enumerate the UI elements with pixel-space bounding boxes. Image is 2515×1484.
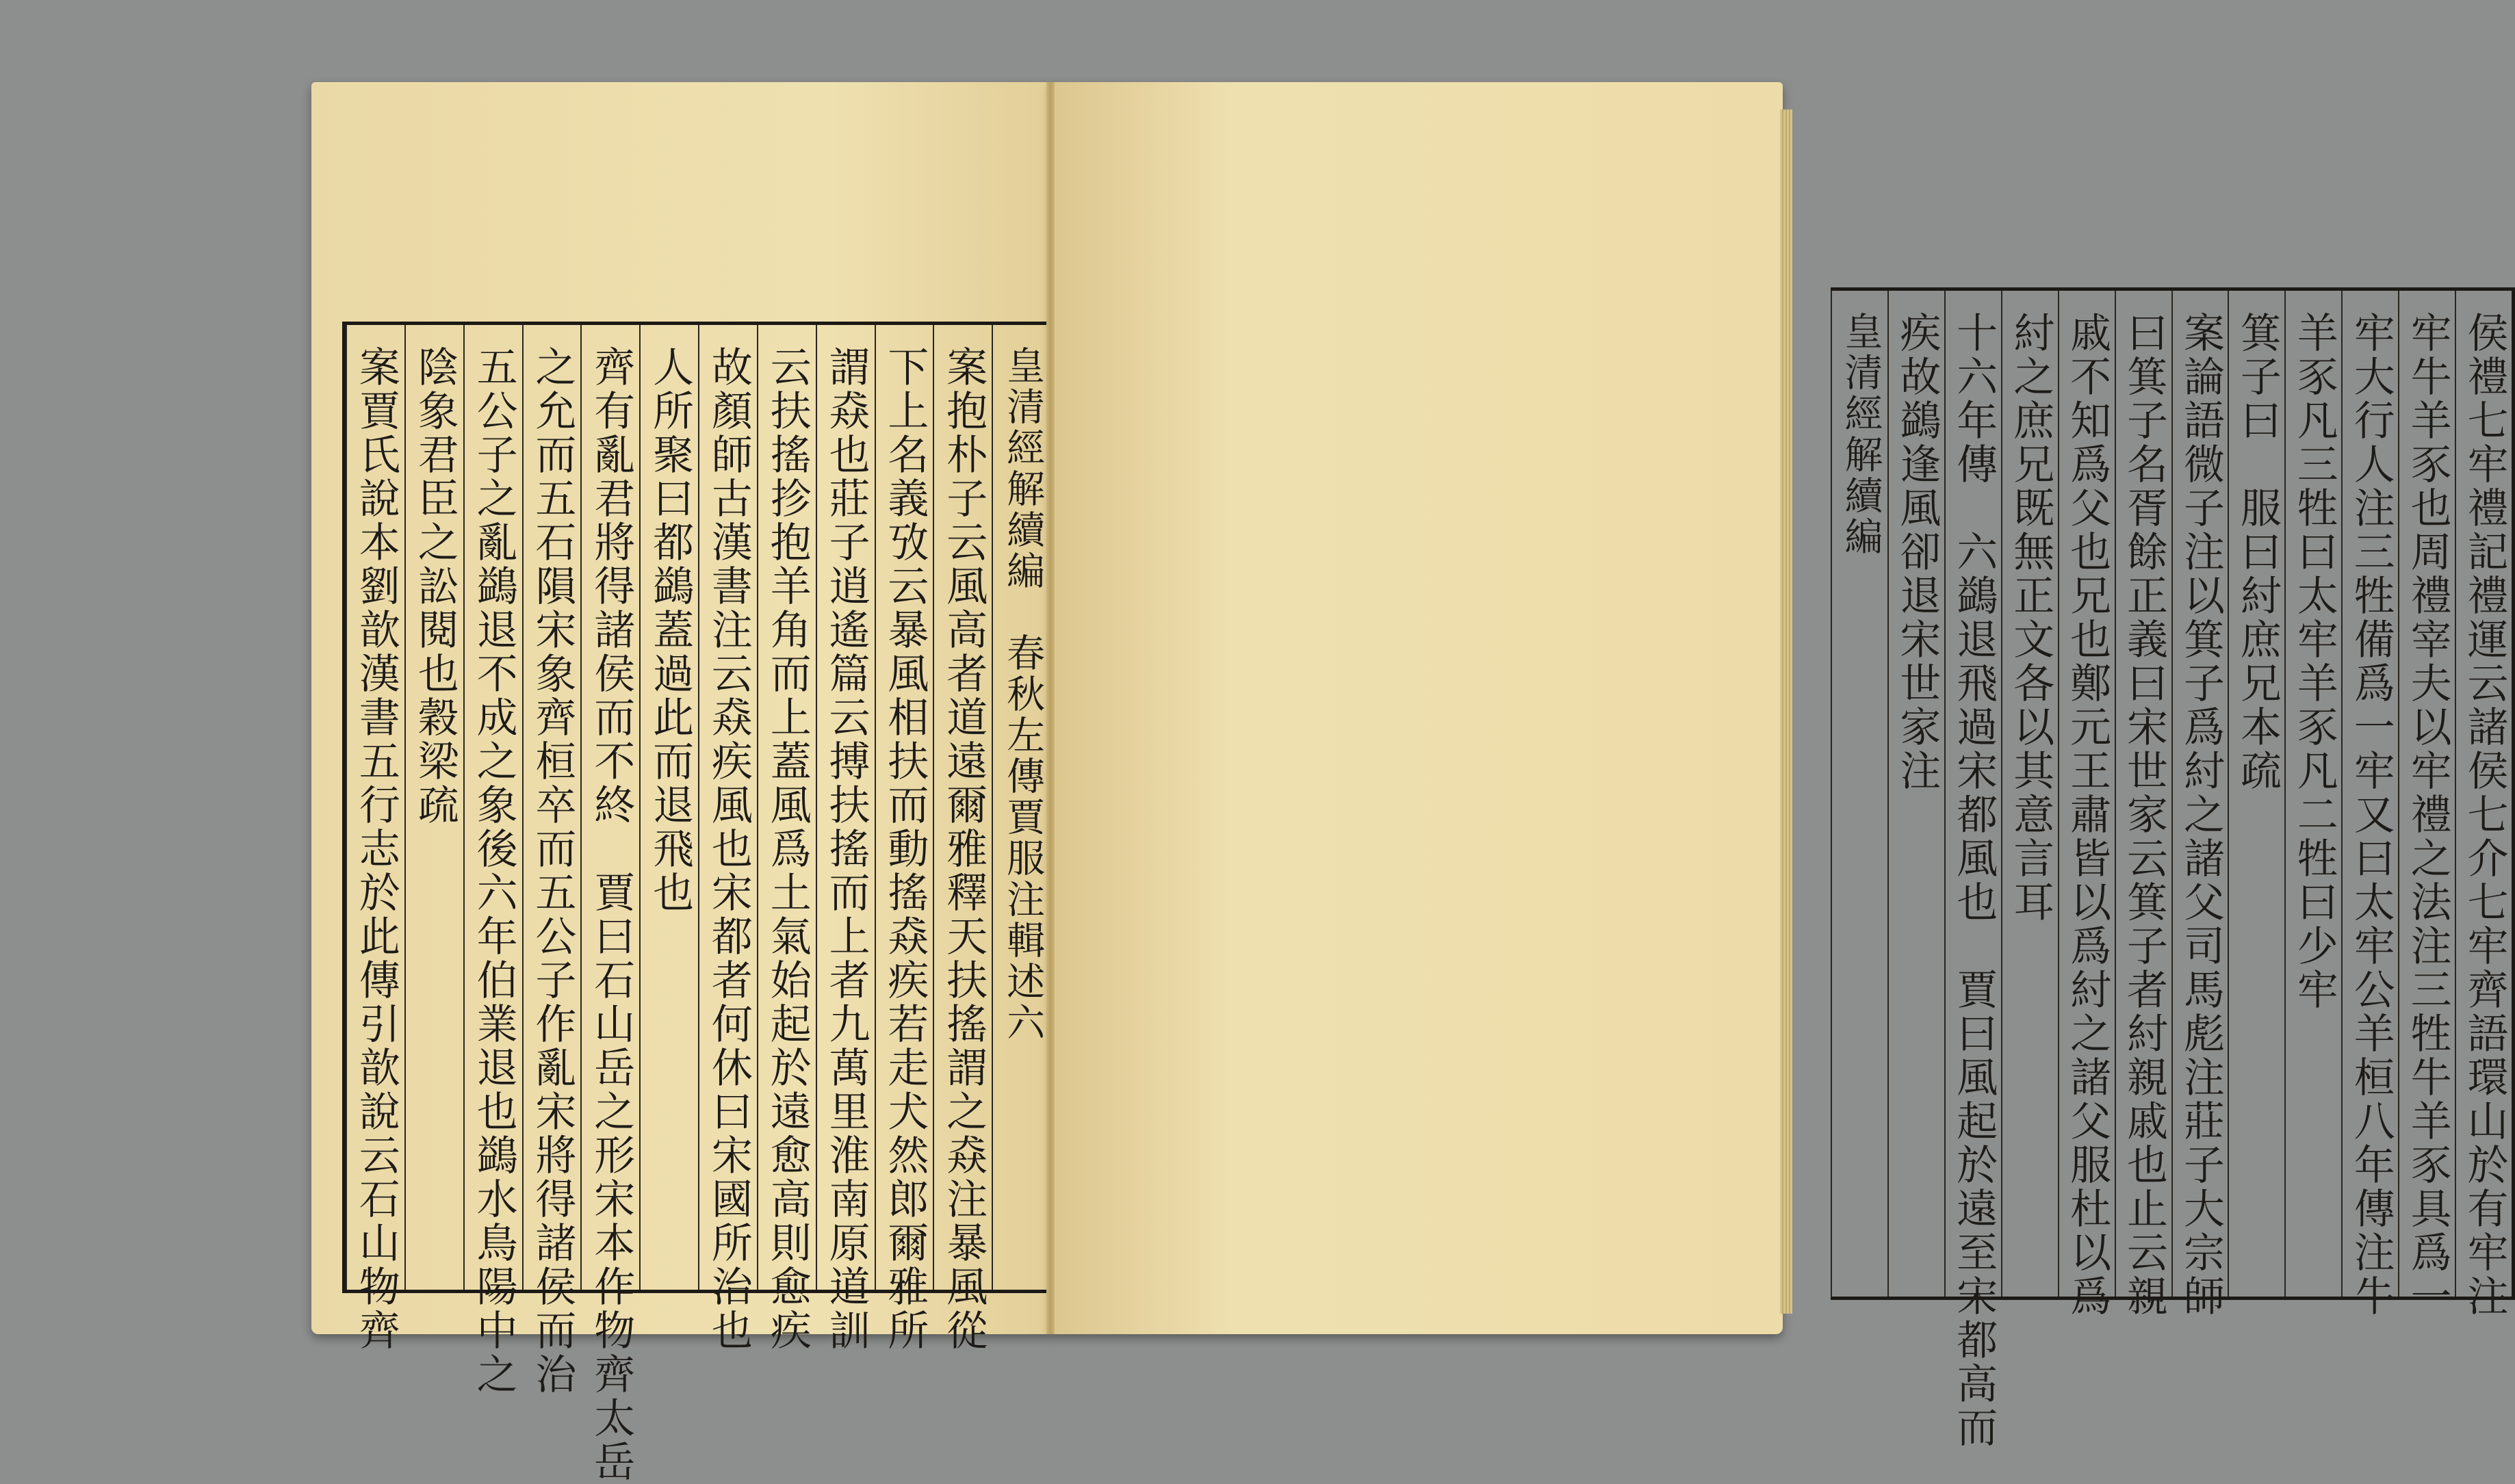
- text-column: [1887, 291, 1946, 1297]
- text-column: [2171, 291, 2230, 1318]
- text-column: [2058, 291, 2116, 1318]
- text-column: [875, 325, 935, 1353]
- column-text: 紂之庶兄既無正文各以其意言耳: [2007, 311, 2055, 924]
- column-text: 謂猋也莊子逍遙篇云搏扶搖而上者九萬里淮南原道訓: [822, 346, 870, 1353]
- column-text: 案論語微子注以箕子爲紂之諸父司馬彪注莊子大宗師: [2176, 311, 2225, 1318]
- column-text: 人所聚曰都鷁蓋過此而退飛也: [646, 346, 695, 915]
- text-column: [1944, 291, 2002, 1450]
- page-header: 皇清經解續編: [1838, 311, 1883, 558]
- text-column: [639, 325, 699, 1290]
- column-text: 齊有亂君將得諸侯而不終 賈曰石山岳之形宋本作物齊太岳: [587, 346, 636, 1484]
- text-column: [698, 325, 758, 1353]
- left-page: [311, 82, 1050, 1484]
- text-column: [404, 325, 465, 1290]
- text-column: [757, 325, 817, 1353]
- column-text: 下上名義攷云暴風相扶而動搖猋疾若走犬然郎爾雅所: [881, 346, 929, 1353]
- margin-header-column: [1831, 291, 1889, 1297]
- column-text: 云扶搖抮抱羊角而上蓋風爲土氣始起於遠愈高則愈疾: [763, 346, 812, 1353]
- column-text: 之允而五石隕宋象齊桓卒而五公子作亂宋將得諸侯而治: [528, 346, 577, 1396]
- margin-header-column: [992, 325, 1052, 1290]
- text-column: [2398, 291, 2456, 1318]
- column-text: 戚不知爲父也兄也鄭元王肅皆以爲紂之諸父服杜以爲: [2063, 311, 2112, 1318]
- column-text: 案抱朴子云風高者道遠爾雅釋天扶搖謂之猋注暴風從: [940, 346, 988, 1353]
- column-text: 曰箕子名胥餘正義曰宋世家云箕子者紂親戚也止云親: [2120, 311, 2169, 1318]
- text-column: [2284, 291, 2343, 1297]
- text-column: [2455, 291, 2513, 1318]
- right-page-frame: [1831, 287, 2515, 1450]
- text-column: [816, 325, 876, 1353]
- right-page: [1050, 82, 2509, 1450]
- column-text: 十六年傳 六鷁退飛過宋都風也 賈曰風起於遠至宋都高而: [1950, 311, 1998, 1450]
- text-column: [522, 325, 582, 1396]
- page-header: 皇清經解續編 春秋左傳賈服注輯述六: [1001, 346, 1046, 1043]
- text-column: [2341, 291, 2399, 1318]
- column-text: 箕子曰 服曰紂庶兄本疏: [2233, 311, 2282, 793]
- column-text: 牢牛羊豕也周禮宰夫以牢禮之法注三牲牛羊豕具爲一: [2403, 311, 2452, 1318]
- column-text: 陰象君臣之訟閱也穀梁疏: [411, 346, 459, 827]
- column-text: 牢大行人注三牲備爲一牢又曰太牢公羊桓八年傳注牛: [2347, 311, 2395, 1318]
- open-book: [311, 82, 2509, 1484]
- page-edges: [1780, 109, 1792, 1314]
- column-text: 疾故鷁逢風卻退宋世家注: [1893, 311, 1942, 793]
- column-text: 侯禮七牢禮記禮運云諸侯七介七牢齊語環山於有牢注: [2460, 311, 2509, 1318]
- text-column: [463, 325, 524, 1396]
- column-text: 羊豕凡三牲曰太牢羊豕凡二牲曰少牢: [2290, 311, 2338, 1012]
- text-column: [2228, 291, 2286, 1297]
- column-text: 故顏師古漢書注云猋疾風也宋都者何休曰宋國所治也: [704, 346, 753, 1353]
- column-text: 案賈氏說本劉歆漢書五行志於此傳引歆說云石山物齊: [352, 346, 400, 1353]
- column-text: 五公子之亂鷁退不成之象後六年伯業退也鷁水鳥陽中之: [469, 346, 518, 1396]
- text-column: [346, 325, 406, 1353]
- left-page-frame: [342, 322, 1050, 1484]
- text-column: [580, 325, 641, 1484]
- text-column: [2115, 291, 2173, 1318]
- text-column: [933, 325, 993, 1353]
- book-gutter: [1046, 82, 1055, 1334]
- text-column: [2001, 291, 2059, 1297]
